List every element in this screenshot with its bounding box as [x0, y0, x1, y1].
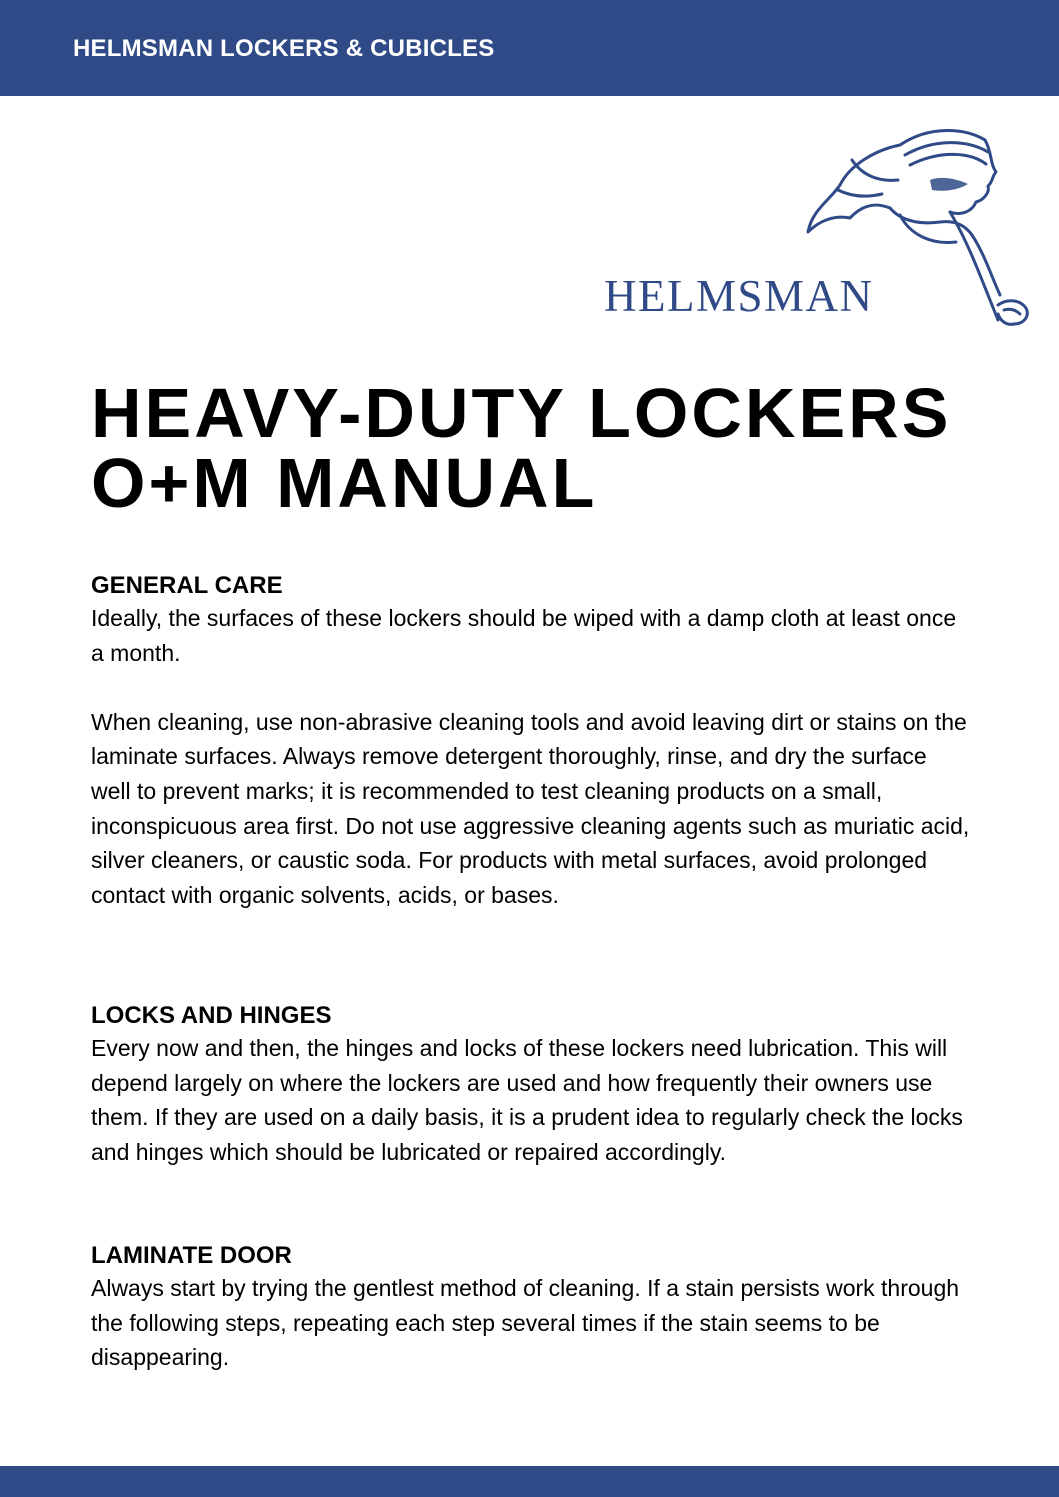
logo-wordmark: HELMSMAN: [604, 271, 874, 321]
section-locks-and-hinges: [91, 1001, 971, 1169]
header-band: [0, 0, 1059, 96]
section-paragraph: Every now and then, the hinges and locks of these lockers need lubrication. This will depend largely on where the lockers are used and how frequently their owners use them. If they are used on a daily basis, it is a prudent idea to regularly check the locks and hinges which should be lubricated or repaired accordingly.: [91, 1035, 963, 1165]
footer-band: [0, 1466, 1059, 1497]
section-general-care: [91, 571, 971, 912]
section-heading: LOCKS AND HINGES: [91, 1002, 332, 1029]
helmsman-logo: [600, 120, 1040, 335]
section-heading: GENERAL CARE: [91, 572, 283, 599]
section-laminate-door: [91, 1241, 971, 1375]
section-paragraph: When cleaning, use non-abrasive cleaning tools and avoid leaving dirt or stains on the laminate surfaces. Always remove detergent thoroughly, rinse, and dry the surface well to prevent marks; it is recommended to test cleaning products on a small, inconspicuous area first. Do not use aggressive cleaning agents such as muriatic acid, silver cleaners, or caustic soda. For products with metal surfaces, avoid prolonged contact with organic solvents, acids, or bases.: [91, 708, 970, 908]
document-title: [91, 374, 952, 522]
header-title: HELMSMAN LOCKERS & CUBICLES: [73, 35, 495, 62]
title-line-1: HEAVY-DUTY LOCKERS: [91, 374, 952, 452]
section-heading: LAMINATE DOOR: [91, 1242, 292, 1269]
section-paragraph: Always start by trying the gentlest method of cleaning. If a stain persists work through the following steps, repeating each step several times if the stain seems to be disappearing.: [91, 1275, 960, 1371]
section-paragraph: Ideally, the surfaces of these lockers should be wiped with a damp cloth at least once a month.: [91, 605, 957, 666]
title-line-2: O+M MANUAL: [91, 444, 598, 522]
